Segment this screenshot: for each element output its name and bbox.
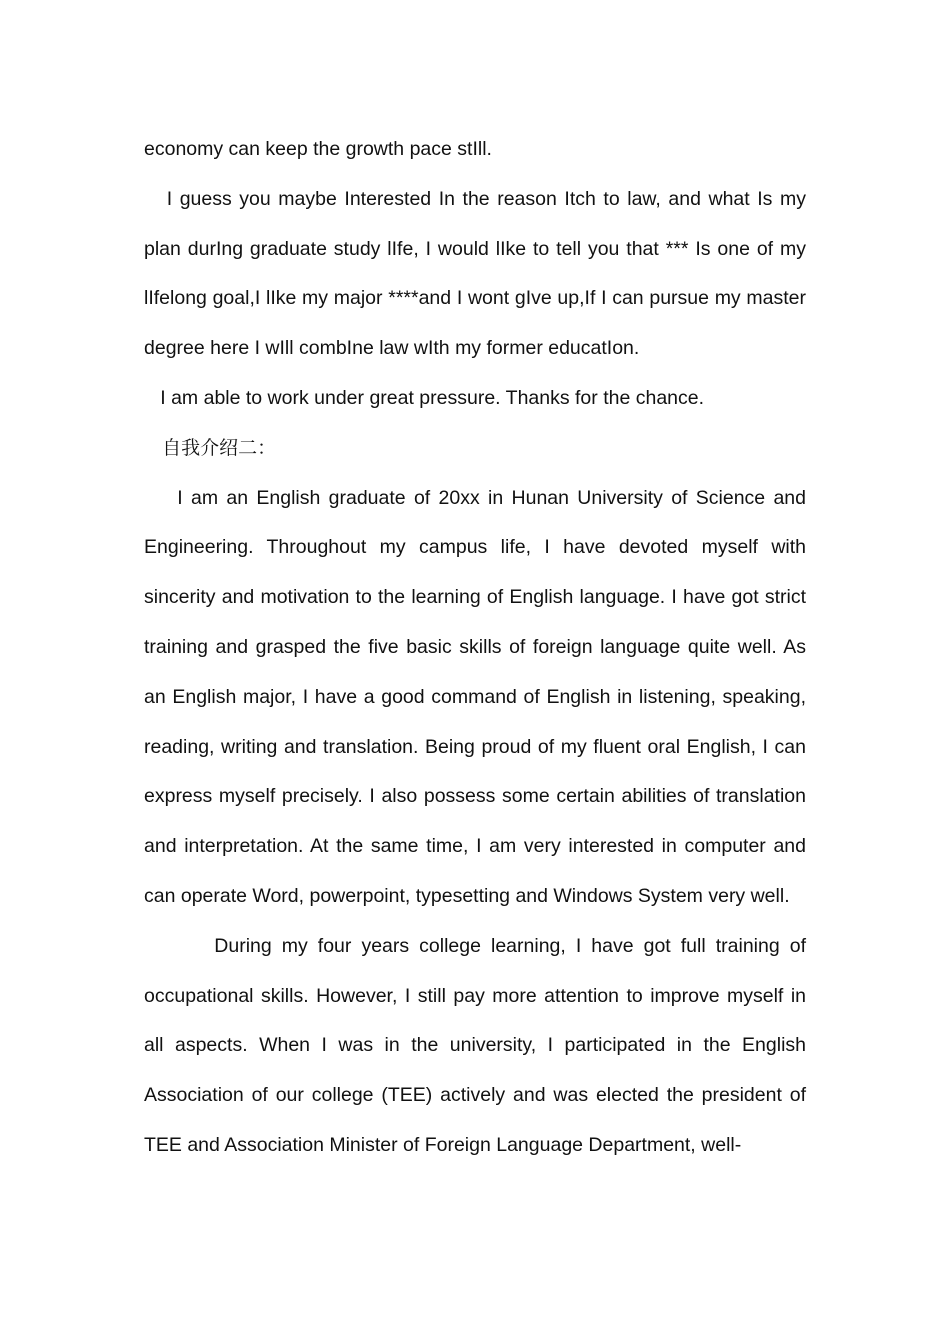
paragraph-economy: economy can keep the growth pace stIll. bbox=[144, 138, 492, 160]
paragraph-thanks: I am able to work under great pressure. Thanks for the chance. bbox=[144, 386, 705, 409]
paragraph-law-interest: I guess you maybe Interested In the reason Itch to law, and what Is my plan durIng graduate study lIfe, I would lIke to tell you that *** Is one of my lIfelong goal,I lIke my major ****and I wont gIve up,If I can pursue my master degree here I wIll combIne law wIth my former educatIon. bbox=[144, 187, 806, 360]
document-page bbox=[144, 125, 806, 1171]
section-heading-self-intro-2: 自我介绍二： bbox=[144, 436, 277, 459]
paragraph-college-learning: During my four years college learning, I have got full training of occupational skills. However, I still pay more attention to improve myself in all aspects. When I was in the university, I participated in the English Association of our college (TEE) actively and was elected the president of TEE and Association Minister of Foreign Language Department, well- bbox=[144, 934, 806, 1156]
paragraph-english-graduate: I am an English graduate of 20xx in Hunan University of Science and Engineering. Throughout my campus life, I have devoted myself with sincerity and motivation to the learning of English language. I have got strict training and grasped the five basic skills of foreign language quite well. As an English major, I have a good command of English in listening, speaking, reading, writing and translation. Being proud of my fluent oral English, I can express myself precisely. I also possess some certain abilities of translation and interpretation. At the same time, I am very interested in computer and can operate Word, powerpoint, typesetting and Windows System very well. bbox=[144, 486, 806, 907]
